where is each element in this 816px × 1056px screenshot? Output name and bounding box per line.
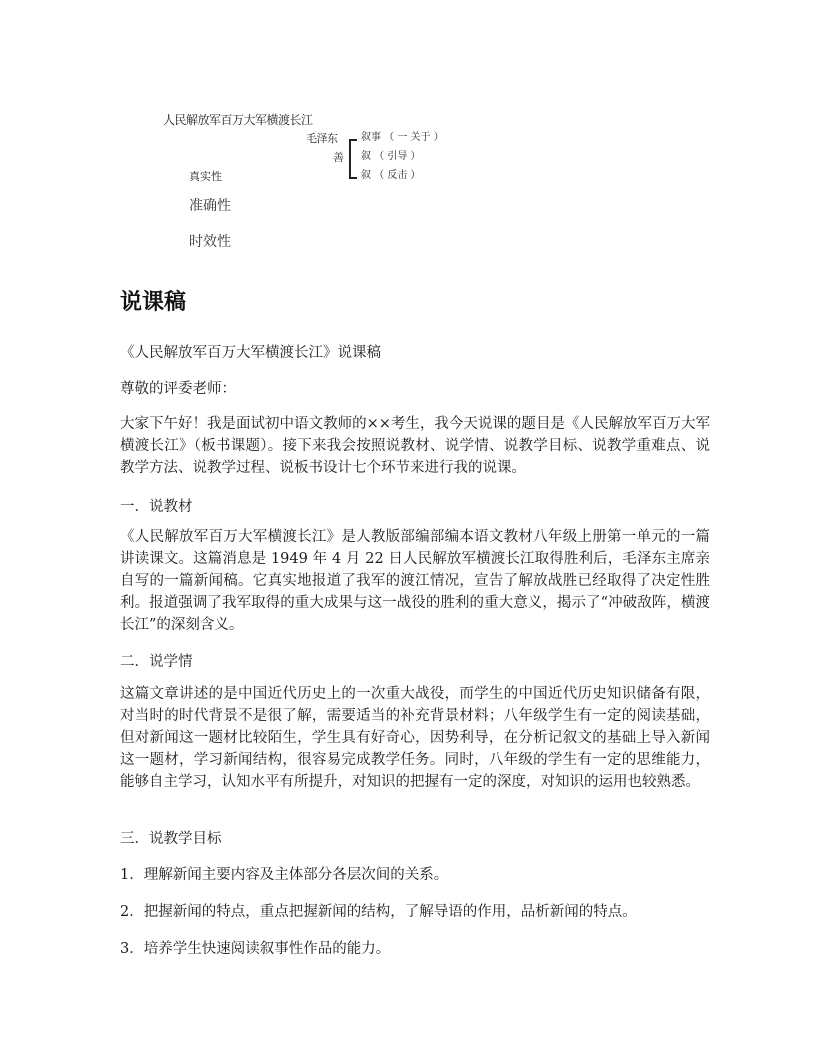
- document-subtitle: 《人民解放军百万大军横渡长江》说课稿: [120, 345, 381, 361]
- sketch-property: 时效性: [189, 234, 231, 250]
- section-heading-students: 二．说学情: [120, 654, 193, 670]
- sketch-property: 真实性: [189, 170, 222, 183]
- sketch-title: 人民解放军百万大军横渡长江: [163, 113, 313, 127]
- section-body-textbook: 《人民解放军百万大军横渡长江》是人教版部编部编本语文教材八年级上册第一单元的一篇讲读课文。这篇消息是 1949 年 4 月 22 日人民解放军横渡长江取得胜利后，毛泽东主席亲自写的一篇新闻稿。它真实地报道了我军的渡江情况，宣告了解放战胜已经取得了决定性胜利。报道强调了我军取得的重大成果与这一战役的胜利的重大意义，揭示了“冲破敌阵，横渡长江”的深刻含义。: [120, 529, 710, 633]
- greeting: 尊敬的评委老师：: [120, 381, 236, 397]
- section-heading-goals: 三．说教学目标: [120, 831, 222, 847]
- intro-paragraph: 大家下午好！我是面试初中语文教师的××考生，我今天说课的题目是《人民解放军百万大军横渡长江》（板书课题）。接下来我会按照说教材、说学情、说教学目标、说教学重难点、说教学方法、说教学过程、说板书设计七个环节来进行我的说课。: [120, 416, 710, 476]
- section-body-students: 这篇文章讲述的是中国近代历史上的一次重大战役，而学生的中国近代历史知识储备有限，对当时的时代背景不是很了解，需要适当的补充背景材料；八年级学生有一定的阅读基础，但对新闻这一题材比较陌生，学生具有好奇心，因势利导，在分析记叙文的基础上导入新闻这一题材，学习新闻结构，很容易完成教学任务。同时，八年级的学生有一定的思维能力，能够自主学习，认知水平有所提升，对知识的把握有一定的深度，对知识的运用也较熟悉。: [120, 686, 710, 790]
- goal-item: 3．培养学生快速阅读叙事性作品的能力。: [120, 941, 391, 957]
- sketch-item: 叙 （ 反击 ）: [361, 170, 421, 181]
- sketch-brace: [349, 139, 357, 179]
- goal-item: 2．把握新闻的特点，重点把握新闻的结构，了解导语的作用，品析新闻的特点。: [120, 904, 637, 920]
- sketch-item: 叙 （ 引导 ）: [361, 151, 421, 162]
- sketch-property: 准确性: [189, 198, 231, 214]
- sketch-item: 叙事 （ 一 关于 ）: [361, 132, 444, 143]
- document-title: 说课稿: [120, 290, 187, 315]
- board-sketch: [0, 0, 816, 270]
- goal-item: 1．理解新闻主要内容及主体部分各层次间的关系。: [120, 867, 449, 883]
- sketch-author: 毛泽东: [306, 132, 338, 145]
- sketch-author-suffix: 善: [333, 151, 344, 164]
- section-heading-textbook: 一．说教材: [120, 499, 193, 515]
